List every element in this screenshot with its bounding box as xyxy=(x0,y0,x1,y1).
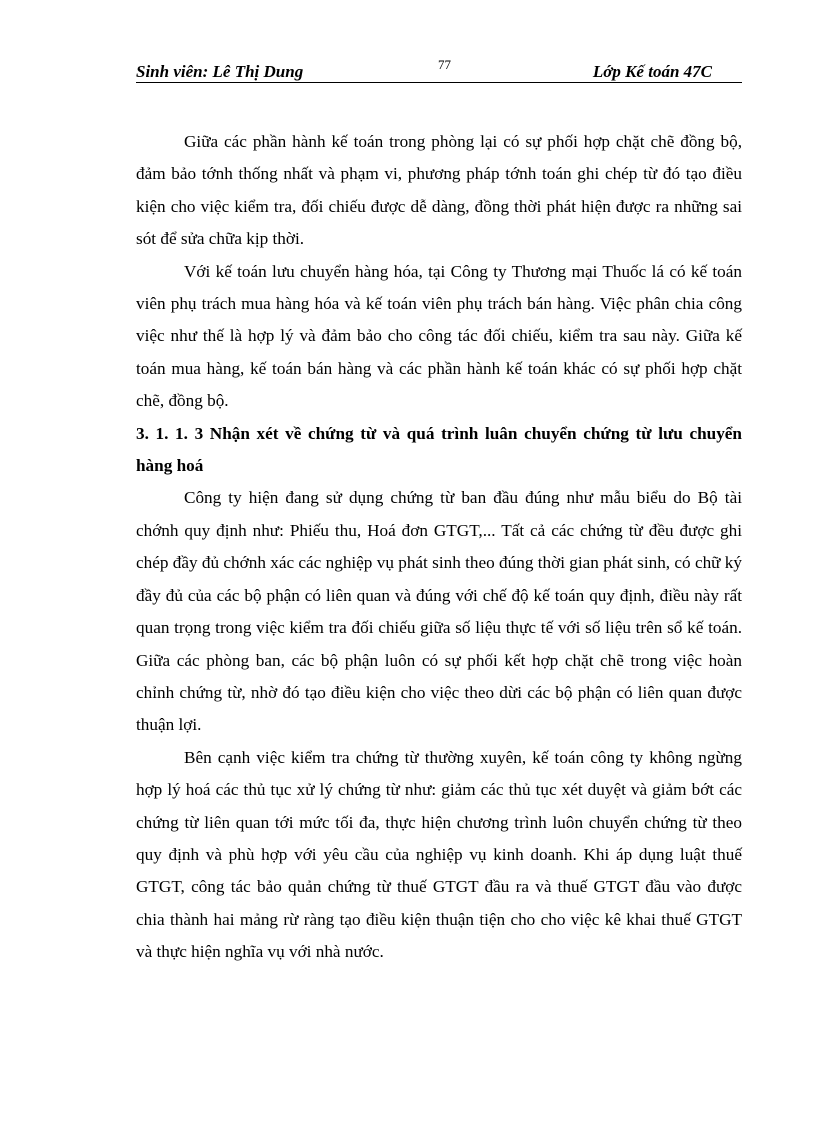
page-header xyxy=(136,57,742,83)
header-student-name: Sinh viên: Lê Thị Dung xyxy=(136,62,304,81)
paragraph-document-procedures: Bên cạnh việc kiểm tra chứng từ thường xuyên, kế toán công ty không ngừng hợp lý hoá các thủ tục xử lý chứng từ như: giảm các thủ tục xét duyệt và giảm bớt các chứng từ liên quan tới mức tối đa, thực hiện chương trình luôn chuyển chứng từ theo quy định và phù hợp với yêu cầu của nghiệp vụ kinh doanh. Khi áp dụng luật thuế GTGT, công tác bảo quản chứng từ thuế GTGT đầu ra và thuế GTGT đầu vào được chia thành hai mảng rừ ràng tạo điều kiện thuận tiện cho cho việc kê khai thuế GTGT và thực hiện nghĩa vụ với nhà nước. xyxy=(136,747,742,962)
header-class-name: Lớp Kế toán 47C xyxy=(592,62,712,81)
page-number: 77 xyxy=(438,57,451,72)
paragraph-accounting-coordination: Giữa các phần hành kế toán trong phòng lại có sự phối hợp chặt chẽ đồng bộ, đảm bảo tớnh thống nhất và phạm vi, phương pháp tớnh toán ghi chép từ đó tạo điều kiện cho việc kiểm tra, đối chiếu được dễ dàng, đồng thời phát hiện được ra những sai sót để sửa chữa kịp thời. xyxy=(136,132,742,249)
paragraph-merchandise-accounting: Với kế toán lưu chuyển hàng hóa, tại Công ty Thương mại Thuốc lá có kế toán viên phụ trách mua hàng hóa và kế toán viên phụ trách bán hàng. Việc phân chia công việc như thế là hợp lý và đảm bảo cho công tác đối chiếu, kiểm tra sau này. Giữa kế toán mua hàng, kế toán bán hàng và các phần hành kế toán khác có sự phối hợp chặt chẽ, đồng bộ. xyxy=(136,261,742,411)
paragraph-documents-usage: Công ty hiện đang sử dụng chứng từ ban đầu đúng như mẫu biểu do Bộ tài chớnh quy định như: Phiếu thu, Hoá đơn GTGT,... Tất cả các chứng từ đều được ghi chép đầy đủ chớnh xác các nghiệp vụ phát sinh theo đúng thời gian phát sinh, có chữ ký đầy đủ của các bộ phận có liên quan và đúng với chế độ kế toán quy định, điều này rất quan trọng trong việc kiểm tra đối chiếu giữa số liệu thực tế với số liệu trên sổ kế toán. Giữa các phòng ban, các bộ phận luôn có sự phối kết hợp chặt chẽ trong việc hoàn chỉnh chứng từ, nhờ đó tạo điều kiện cho việc theo dừi các bộ phận có liên quan được thuận lợi. xyxy=(136,488,742,735)
section-heading: 3. 1. 1. 3 Nhận xét về chứng từ và quá trình luân chuyển chứng từ lưu chuyển hàng hoá xyxy=(136,423,742,476)
page-body xyxy=(136,126,742,969)
